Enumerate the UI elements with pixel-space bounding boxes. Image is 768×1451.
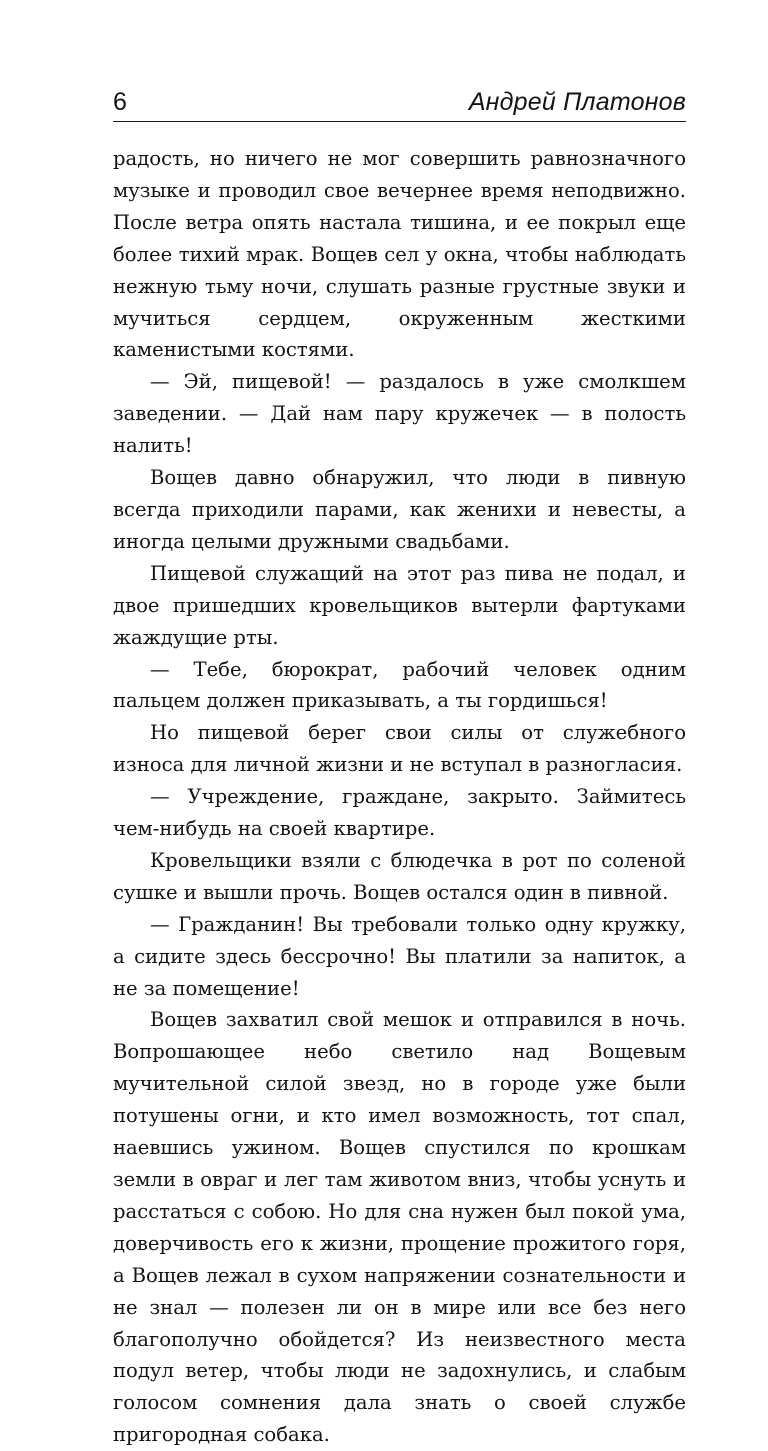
header-rule	[113, 121, 686, 122]
paragraph: — Учреждение, граждане, закрыто. Займитесь чем-нибудь на своей квартире.	[113, 785, 686, 841]
paragraph: Пищевой служащий на этот раз пива не подал, и двое пришедших кровельщиков вытерли фартуками жаждущие рты.	[113, 561, 686, 649]
paragraph: — Эй, пищевой! — раздалось в уже смолкшем заведении. — Дай нам пару кружечек — в полость налить!	[113, 370, 686, 458]
paragraph: Но пищевой берег свои силы от служебного износа для личной жизни и не вступал в разногласия.	[113, 721, 686, 777]
paragraph: радость, но ничего не мог совершить равнозначного музыке и проводил свое вечернее время неподвижно. После ветра опять настала тишина, и ее покрыл еще более тихий мрак. Вощев сел у окна, чтобы наблюдать нежную тьму ночи, слушать разные грустные звуки и мучиться сердцем, окруженным жесткими каменистыми костями.	[113, 147, 686, 362]
paragraph: Вощев давно обнаружил, что люди в пивную всегда приходили парами, как женихи и невесты, а иногда целыми дружными свадьбами.	[113, 466, 686, 553]
paragraph: Кровельщики взяли с блюдечка в рот по соленой сушке и вышли прочь. Вощев остался один в пивной.	[113, 848, 686, 904]
body-text	[113, 143, 686, 1451]
page-number: 6	[113, 88, 127, 116]
paragraph: — Гражданин! Вы требовали только одну кружку, а сидите здесь бессрочно! Вы платили за напиток, а не за помещение!	[113, 912, 686, 1000]
running-title: Андрей Платонов	[468, 88, 686, 116]
page-header	[113, 86, 686, 122]
paragraph: — Тебе, бюрократ, рабочий человек одним пальцем должен приказывать, а ты гордишься!	[113, 657, 686, 713]
paragraph: Вощев захватил свой мешок и отправился в ночь. Вопрошающее небо светило над Вощевым мучительной силой звезд, но в городе уже были потушены огни, и кто имел возможность, тот спал, наевшись ужином. Вощев спустился по крошкам земли в овраг и лег там животом вниз, чтобы уснуть и расстаться с собою. Но для сна нужен был покой ума, доверчивость его к жизни, прощение прожитого горя, а Вощев лежал в сухом напряжении сознательности и не знал — полезен ли он в мире или все без него благополучно обойдется? Из неизвестного места подул ветер, чтобы люди не задохнулись, и слабым голосом сомнения дала знать о своей службе пригородная собака.	[113, 1008, 686, 1447]
